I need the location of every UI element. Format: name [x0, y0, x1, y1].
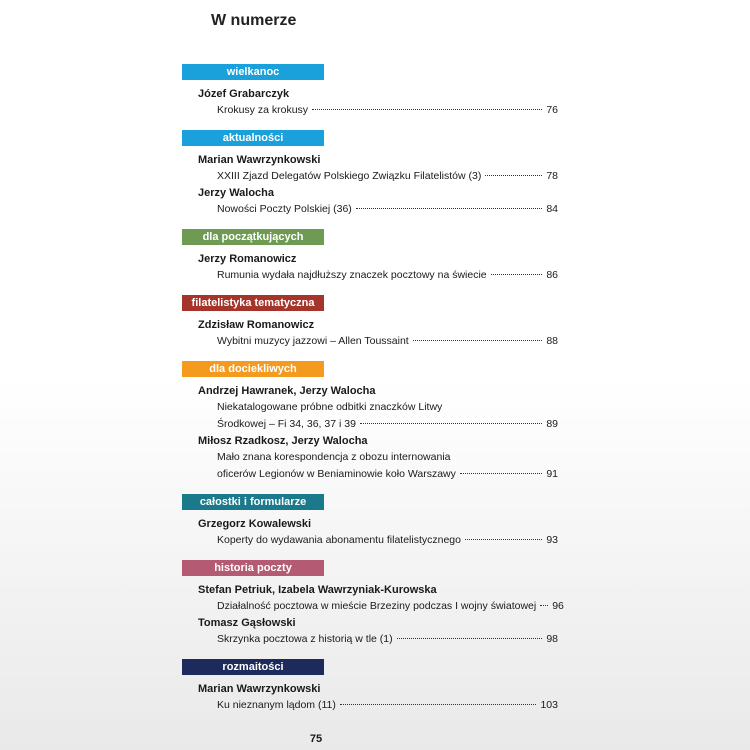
article-author: Miłosz Rzadkosz, Jerzy Walocha [198, 435, 368, 447]
table-of-contents [182, 64, 564, 725]
dot-leader [356, 208, 543, 209]
toc-entry[interactable] [182, 267, 558, 284]
section-banner: wielkanoc [182, 64, 324, 80]
section-banner: rozmaitości [182, 659, 324, 675]
toc-entry[interactable] [182, 102, 558, 119]
toc-section [182, 659, 558, 714]
article-author: Zdzisław Romanowicz [198, 319, 315, 331]
toc-section [182, 130, 558, 218]
toc-entry[interactable] [182, 449, 558, 483]
article-title-line: Mało znana korespondencja z obozu internowania [217, 451, 451, 463]
page-ref: 98 [546, 633, 558, 645]
page-ref: 84 [546, 203, 558, 215]
dot-leader [413, 340, 543, 341]
toc-section [182, 361, 558, 483]
article-title: Skrzynka pocztowa z historią w tle (1) [217, 633, 393, 645]
toc-section [182, 295, 558, 350]
toc-entry[interactable] [182, 631, 558, 648]
section-banner: dla początkujących [182, 229, 324, 245]
article-title: Rumunia wydała najdłuższy znaczek pocztowy na świecie [217, 269, 487, 281]
page-ref: 89 [546, 418, 558, 430]
article-title: Działalność pocztowa w mieście Brzeziny podczas I wojny światowej [217, 600, 537, 612]
article-author: Stefan Petriuk, Izabela Wawrzyniak-Kurowska [198, 584, 437, 596]
toc-entry[interactable] [182, 168, 558, 185]
dot-leader [340, 704, 537, 705]
article-author: Andrzej Hawranek, Jerzy Walocha [198, 385, 376, 397]
article-title-line: Niekatalogowane próbne odbitki znaczków Litwy [217, 401, 443, 413]
toc-entry[interactable] [182, 201, 558, 218]
article-title: XXIII Zjazd Delegatów Polskiego Związku Filatelistów (3) [217, 170, 482, 182]
page-ref: 96 [552, 600, 564, 612]
dot-leader [397, 638, 543, 639]
article-author: Józef Grabarczyk [198, 88, 290, 100]
page-ref: 88 [546, 335, 558, 347]
dot-leader [540, 605, 548, 606]
toc-entry[interactable] [182, 399, 558, 433]
dot-leader [460, 473, 542, 474]
article-title: Koperty do wydawania abonamentu filatelistycznego [217, 534, 461, 546]
section-banner: historia poczty [182, 560, 324, 576]
article-title: Krokusy za krokusy [217, 104, 309, 116]
page-ref: 76 [546, 104, 558, 116]
article-author: Jerzy Romanowicz [198, 253, 297, 265]
toc-section [182, 64, 558, 119]
dot-leader [312, 109, 542, 110]
toc-entry[interactable] [182, 333, 558, 350]
article-author: Tomasz Gąsłowski [198, 617, 296, 629]
article-author: Marian Wawrzynkowski [198, 154, 321, 166]
section-banner: filatelistyka tematyczna [182, 295, 324, 311]
article-title: Wybitni muzycy jazzowi – Allen Toussaint [217, 335, 409, 347]
section-banner: aktualności [182, 130, 324, 146]
article-author: Jerzy Walocha [198, 187, 275, 199]
toc-entry[interactable] [182, 598, 564, 615]
page-number: 75 [309, 733, 323, 745]
article-title: Nowości Poczty Polskiej (36) [217, 203, 352, 215]
dot-leader [465, 539, 542, 540]
page-ref: 91 [546, 468, 558, 480]
toc-section [182, 560, 564, 648]
dot-leader [491, 274, 543, 275]
section-banner: całostki i formularze [182, 494, 324, 510]
toc-entry[interactable] [182, 532, 558, 549]
page-ref: 78 [546, 170, 558, 182]
article-title: Ku nieznanym lądom (11) [217, 699, 336, 711]
dot-leader [485, 175, 542, 176]
article-title: oficerów Legionów w Beniaminowie koło Warszawy [217, 468, 456, 480]
toc-section [182, 229, 558, 284]
article-title: Środkowej – Fi 34, 36, 37 i 39 [217, 418, 356, 430]
toc-section [182, 494, 558, 549]
page-ref: 103 [540, 699, 558, 711]
dot-leader [360, 423, 542, 424]
article-author: Grzegorz Kowalewski [198, 518, 312, 530]
page-ref: 93 [546, 534, 558, 546]
toc-entry[interactable] [182, 697, 558, 714]
section-banner: dla dociekliwych [182, 361, 324, 377]
article-author: Marian Wawrzynkowski [198, 683, 321, 695]
page-ref: 86 [546, 269, 558, 281]
page-title: W numerze [211, 12, 297, 29]
